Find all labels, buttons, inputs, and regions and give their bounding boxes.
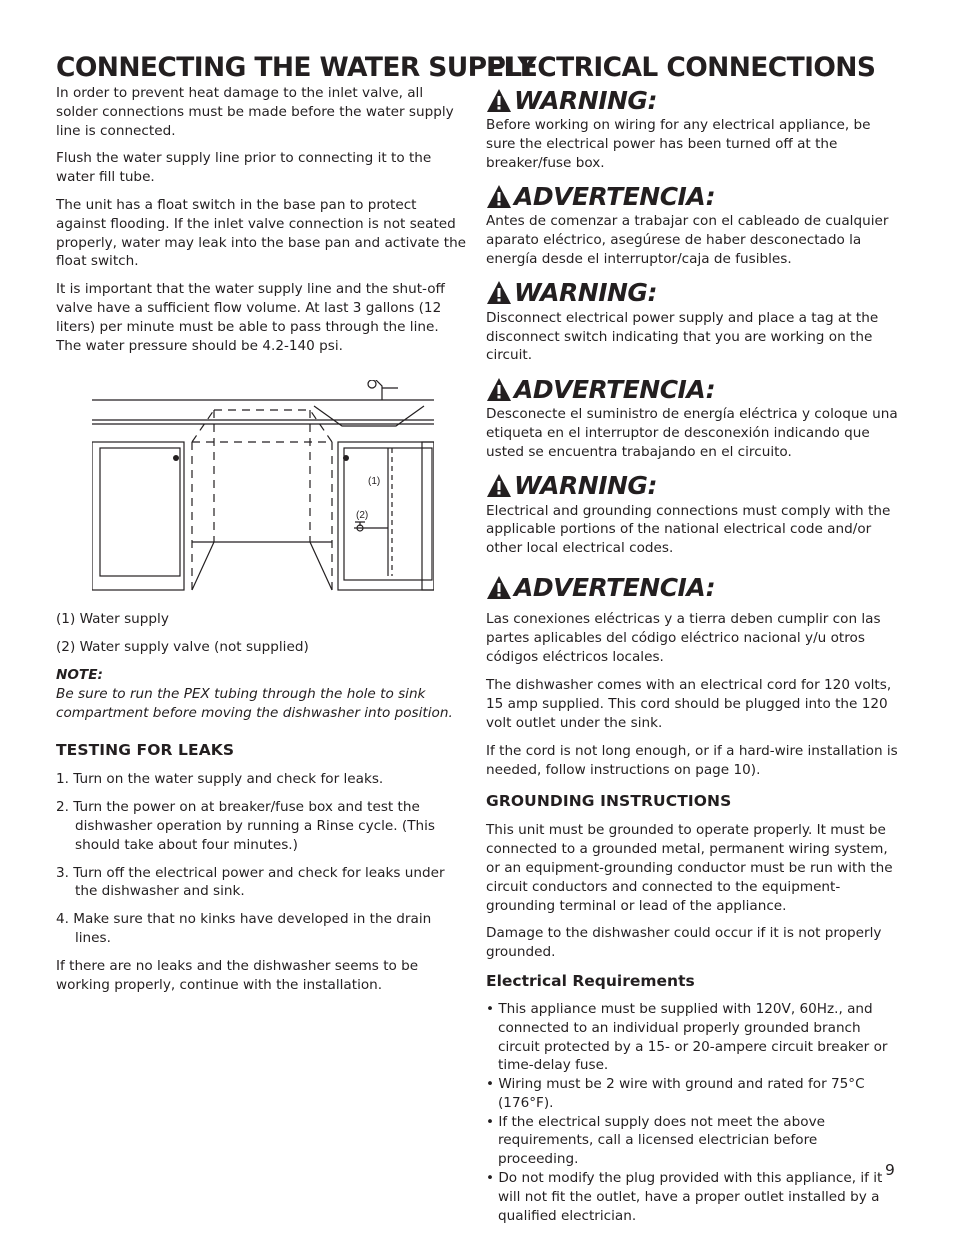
leak-step: 3. Turn off the electrical power and check for leaks under the dishwasher and sink. (56, 864, 445, 900)
diagram-label-2: (2) (356, 510, 369, 522)
water-supply-diagram (92, 380, 434, 600)
caption: (1) Water supply (56, 611, 169, 628)
paragraph: Flush the water supply line prior to connecting it to the water fill tube. (56, 150, 432, 186)
list-item: • Wiring must be 2 wire with ground and rated for 75°C (176°F). (486, 1075, 900, 1113)
list-item: • If the electrical supply does not meet the above requirements, call a licensed electrician before proceeding. (486, 1113, 900, 1169)
warning-triangle-icon (486, 473, 512, 498)
note-text: Be sure to run the PEX tubing through the hole to sink compartment before moving the dishwasher into position. (56, 685, 453, 721)
warning-text: Desconecte el suministro de energía eléctrica y coloque una etiqueta en el interruptor de desconexión indicando que usted se encuentra trabajando en el circuito. (486, 406, 898, 460)
warning-block (486, 84, 900, 172)
warning-triangle-icon (486, 377, 512, 402)
warning-label: WARNING: (514, 471, 657, 501)
warning-block (486, 373, 900, 461)
diagram-label-1: (1) (368, 476, 381, 488)
warning-label: WARNING: (514, 85, 657, 115)
caption: (2) Water supply valve (not supplied) (56, 639, 309, 656)
warning-triangle-icon (486, 184, 512, 209)
paragraph: If the cord is not long enough, or if a hard-wire installation is needed, follow instructions on page 10). (486, 742, 898, 778)
warning-text: Disconnect electrical power supply and place a tag at the disconnect switch indicating that you are working on the circuit. (486, 309, 879, 364)
requirements-heading: Electrical Requirements (486, 971, 695, 990)
grounding-heading: GROUNDING INSTRUCTIONS (486, 792, 732, 811)
warning-block (486, 572, 900, 666)
warning-text: Before working on wiring for any electrical appliance, be sure the electrical power has been turned off at the breaker/fuse box. (486, 117, 871, 171)
warning-triangle-icon (486, 280, 512, 305)
warning-block (486, 277, 900, 365)
paragraph: This unit must be grounded to operate properly. It must be connected to a grounded metal, permanent wiring system, or an equipment-grounding conductor must be run with the circuit conductors and connected to the equipment-grounding terminal or lead of the appliance. (486, 822, 893, 914)
leak-step: 1. Turn on the water supply and check for leaks. (56, 771, 384, 788)
warning-label: ADVERTENCIA: (514, 573, 716, 603)
warning-triangle-icon (486, 575, 512, 600)
left-column (56, 52, 537, 1003)
warning-label: WARNING: (514, 278, 657, 308)
warning-text: Antes de comenzar a trabajar con el cableado de cualquier aparato eléctrico, asegúrese de haber desconectado la energía desde el interruptor/caja de fusibles. (486, 213, 889, 267)
paragraph: The dishwasher comes with an electrical cord for 120 volts, 15 amp supplied. This cord should be plugged into the 120 volt outlet under the sink. (486, 677, 892, 731)
warning-triangle-icon (486, 88, 512, 113)
leak-step: 4. Make sure that no kinks have developed in the drain lines. (56, 911, 432, 946)
note-label: NOTE: (56, 666, 103, 683)
warning-text: Electrical and grounding connections must comply with the applicable portions of the national electrical code and/or other local electrical codes. (486, 502, 891, 557)
warning-block (486, 470, 900, 558)
paragraph: It is important that the water supply line and the shut-off valve have a sufficient flow volume. At last 3 gallons (12 liters) per minute must be able to pass through the line. The water pressure should be 4.2-140 psi. (56, 281, 445, 354)
warning-text: Las conexiones eléctricas y a tierra deben cumplir con las partes aplicables del código eléctrico nacional y/u otros códigos eléctricos locales. (486, 610, 881, 665)
page-number: 9 (885, 1161, 895, 1179)
right-column (486, 52, 900, 1225)
water-supply-title: CONNECTING THE WATER SUPPLY (56, 52, 537, 83)
leak-step: 2. Turn the power on at breaker/fuse box and test the dishwasher operation by running a Rinse cycle. (This should take about four minutes.) (56, 799, 435, 853)
list-item: • This appliance must be supplied with 120V, 60Hz., and connected to an individual properly grounded branch circuit protected by a 15- or 20-ampere circuit breaker or time-delay fuse. (486, 1000, 900, 1075)
paragraph: In order to prevent heat damage to the inlet valve, all solder connections must be made before the water supply line is connected. (56, 85, 454, 139)
list-item: • Do not modify the plug provided with this appliance, if it will not fit the outlet, have a proper outlet installed by a qualified electrician. (486, 1169, 900, 1225)
testing-leaks-heading: TESTING FOR LEAKS (56, 741, 235, 760)
paragraph: If there are no leaks and the dishwasher seems to be working properly, continue with the installation. (56, 957, 419, 993)
requirements-list (486, 1000, 900, 1226)
warning-label: ADVERTENCIA: (514, 374, 716, 404)
warning-label: ADVERTENCIA: (514, 181, 716, 211)
paragraph: The unit has a float switch in the base pan to protect against flooding. If the inlet valve connection is not seated properly, water may leak into the base pan and activate the float switch. (56, 196, 467, 270)
electrical-title: ELECTRICAL CONNECTIONS (486, 52, 876, 83)
warning-block (486, 180, 900, 268)
paragraph: Damage to the dishwasher could occur if it is not properly grounded. (486, 925, 882, 961)
